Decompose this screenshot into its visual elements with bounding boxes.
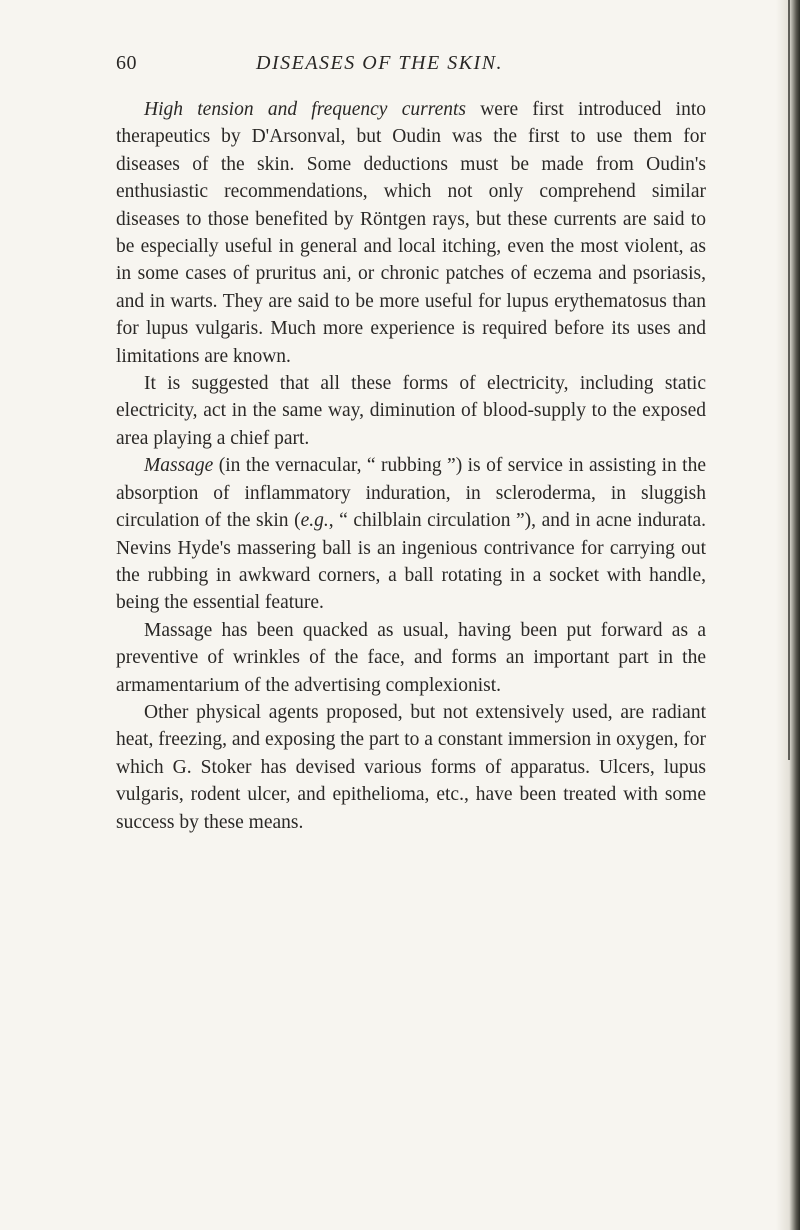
page-number: 60 [116,52,137,74]
paragraph-text: , “ chilblain circulation ”), and in acne indurata. Nevins Hyde's massering ball is an ingenious contrivance for carrying out the rubbing in awkward corners, a ball rotating in a socket with handle, being the essential feature. [116,510,706,614]
italic-term-massage: Massage [144,455,214,477]
paragraph-massage-quacked [116,617,706,699]
body-text [116,96,706,836]
paragraph-text: (in the vernacular, “ rubbing ”) is of service in assisting in the absorption of inflammatory induration, in scleroderma, in sluggish circulation of the skin ( [116,455,706,532]
running-title: DISEASES OF THE SKIN. [256,52,504,74]
paragraph-electricity [116,370,706,452]
paragraph-text: It is suggested that all these forms of electricity, including static electricity, act in the same way, diminution of blood-supply to the exposed area playing a chief part. [116,373,706,449]
paragraph-massage [116,452,706,616]
italic-term-high-tension: High tension and frequency currents [144,99,466,120]
paragraph-text: Other physical agents proposed, but not extensively used, are radiant heat, freezing, and exposing the part to a constant immersion in oxygen, for which G. Stoker has devised various forms of apparatus. Ulcers, lupus vulgaris, rodent ulcer, and epithelioma, etc., have been treated with some success by these means. [116,701,706,833]
paragraph-high-tension [116,96,706,370]
italic-eg: e.g. [300,510,329,532]
paragraph-physical-agents [116,699,706,836]
running-head [116,52,706,82]
paragraph-text: Massage has been quacked as usual, having been put forward as a preventive of wrinkles of the face, and forms an important part in the armamentarium of the advertising complexionist. [116,619,706,696]
page-edge-line [788,0,790,760]
paragraph-text: were first introduced into therapeutics by D'Arsonval, but Oudin was the first to use them for diseases of the skin. Some deductions must be made from Oudin's enthusiastic recommendations, which not only comprehend similar diseases to those benefited by Röntgen rays, but these currents are said to be especially useful in general and local itching, even the most violent, as in some cases of pruritus ani, or chronic patches of eczema and psoriasis, and in warts. They are said to be more useful for lupus erythematosus than for lupus vulgaris. Much more experience is required before its uses and limitations are known. [116,99,706,367]
